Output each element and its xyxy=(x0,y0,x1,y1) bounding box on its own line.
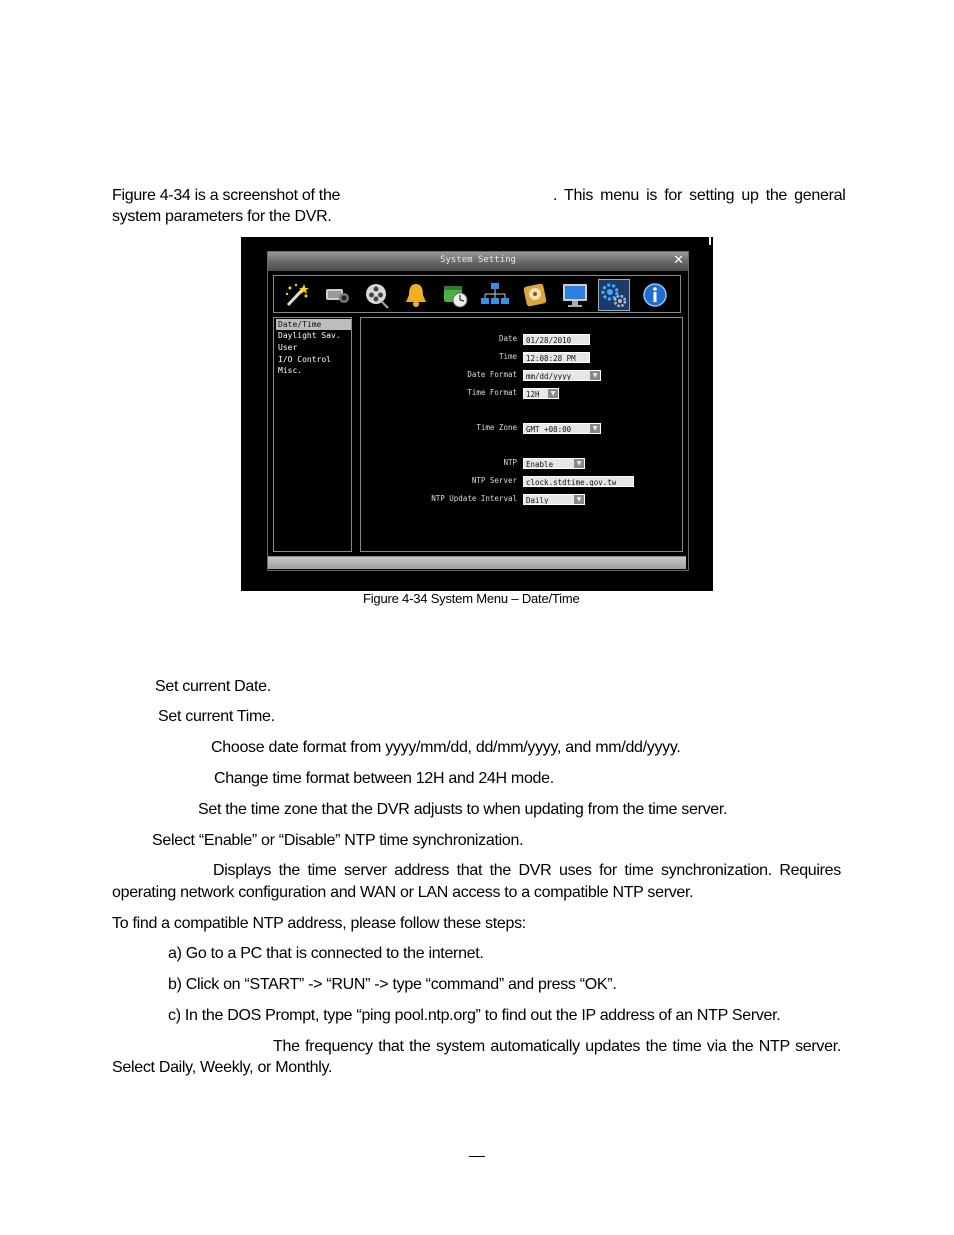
date-field[interactable]: 01/28/2010 xyxy=(523,334,590,345)
figure-caption: Figure 4-34 System Menu – Date/Time xyxy=(363,591,580,606)
ntp-label: NTP xyxy=(503,458,517,467)
ntp-description: Select “Enable” or “Disable” NTP time synchronization. xyxy=(152,832,524,849)
ntp-value: Enable xyxy=(526,460,554,469)
time-field[interactable]: 12:08:28 PM xyxy=(523,352,590,363)
disk-icon[interactable] xyxy=(520,280,550,310)
wizard-wand-icon[interactable] xyxy=(282,280,312,310)
time-zone-value: GMT +08:00 xyxy=(526,425,572,434)
date-format-select[interactable] xyxy=(523,370,601,381)
step-c: c) In the DOS Prompt, type “ping pool.ntp.org” to find out the IP address of an NTP Server. xyxy=(168,1007,781,1024)
date-format-description: Choose date format from yyyy/mm/dd, dd/mm/yyyy, and mm/dd/yyyy. xyxy=(211,739,681,756)
time-zone-label: Time Zone xyxy=(476,423,517,432)
record-reel-icon[interactable] xyxy=(361,280,391,310)
menu-item-io-control[interactable]: I/O Control xyxy=(278,355,331,364)
intro-line1-right: . This menu is for setting up the general xyxy=(553,187,846,204)
intro-line2: system parameters for the DVR. xyxy=(112,208,332,225)
time-zone-select[interactable] xyxy=(523,423,601,434)
chevron-down-icon: ▼ xyxy=(574,495,584,504)
chevron-down-icon: ▼ xyxy=(590,424,600,433)
ntp-update-interval-select[interactable] xyxy=(523,494,585,505)
date-format-value: mm/dd/yyyy xyxy=(526,372,572,381)
system-setting-window xyxy=(267,251,689,571)
window-title: System Setting xyxy=(440,255,516,265)
info-icon[interactable] xyxy=(640,280,670,310)
schedule-clock-icon[interactable] xyxy=(440,280,470,310)
menu-item-user[interactable]: User xyxy=(278,343,298,352)
settings-menu-list xyxy=(273,317,352,552)
menu-icon-bar xyxy=(273,275,681,313)
date-description: Set current Date. xyxy=(155,678,271,695)
time-format-description: Change time format between 12H and 24H mode. xyxy=(214,770,554,787)
step-b: b) Click on “START” -> “RUN” -> type “command” and press “OK”. xyxy=(168,976,617,993)
time-format-value: 12H xyxy=(526,390,540,399)
ntp-server-label: NTP Server xyxy=(471,476,517,485)
intro-line1-left: Figure 4-34 is a screenshot of the xyxy=(112,187,341,204)
screenshot-edge-mark xyxy=(709,237,711,245)
network-icon[interactable] xyxy=(480,280,510,310)
menu-item-daylight-saving[interactable]: Daylight Sav. xyxy=(278,331,341,340)
chevron-down-icon: ▼ xyxy=(548,389,558,398)
close-icon[interactable]: ✕ xyxy=(673,253,684,268)
ntp-server-description-line1: Displays the time server address that the DVR uses for time synchronization. Requires xyxy=(213,862,841,879)
menu-item-date-time[interactable]: Date/Time xyxy=(276,319,351,330)
status-bar xyxy=(268,556,686,569)
time-zone-description: Set the time zone that the DVR adjusts to when updating from the time server. xyxy=(198,801,728,818)
window-title-bar xyxy=(268,252,688,271)
ntp-server-description-line2: operating network configuration and WAN or LAN access to a compatible NTP server. xyxy=(112,884,694,901)
time-format-label: Time Format xyxy=(467,388,517,397)
time-description: Set current Time. xyxy=(158,708,275,725)
system-gears-icon[interactable] xyxy=(599,280,629,310)
page-number-underline xyxy=(469,1156,485,1157)
dvr-screenshot xyxy=(241,237,713,591)
date-label: Date xyxy=(498,334,517,343)
time-format-select[interactable] xyxy=(523,388,559,399)
date-time-panel xyxy=(360,317,683,552)
step-a: a) Go to a PC that is connected to the internet. xyxy=(168,945,484,962)
ntp-server-field[interactable]: clock.stdtime.gov.tw xyxy=(523,476,634,487)
menu-item-misc[interactable]: Misc. xyxy=(278,366,303,375)
ntp-update-interval-label: NTP Update Interval xyxy=(431,494,517,503)
alarm-bell-icon[interactable] xyxy=(401,280,431,310)
chevron-down-icon: ▼ xyxy=(574,459,584,468)
find-ntp-heading: To find a compatible NTP address, please follow these steps: xyxy=(112,915,526,932)
camera-icon[interactable] xyxy=(322,280,352,310)
ntp-update-interval-value: Daily xyxy=(526,496,549,505)
monitor-icon[interactable] xyxy=(560,280,590,310)
ntp-interval-description-line2: Select Daily, Weekly, or Monthly. xyxy=(112,1059,333,1076)
ntp-select[interactable] xyxy=(523,458,585,469)
chevron-down-icon: ▼ xyxy=(590,371,600,380)
ntp-interval-description-line1: The frequency that the system automatically updates the time via the NTP server. xyxy=(273,1038,841,1055)
date-format-label: Date Format xyxy=(467,370,517,379)
time-label: Time xyxy=(498,352,517,361)
